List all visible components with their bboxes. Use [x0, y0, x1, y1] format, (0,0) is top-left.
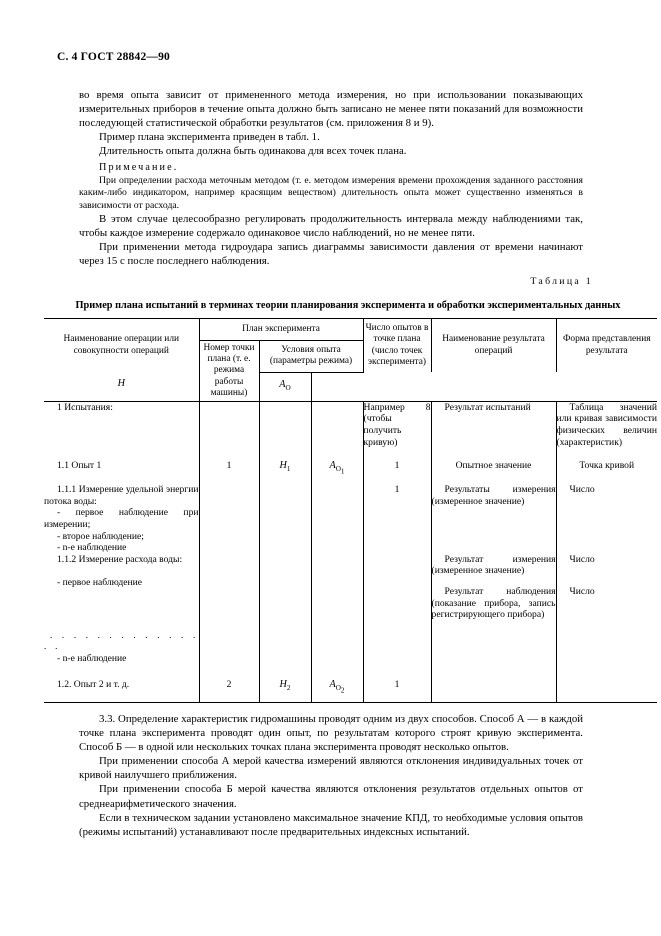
cell-operation — [44, 554, 199, 577]
intro-text-block — [79, 88, 583, 158]
experiment-plan-table — [44, 318, 657, 703]
row5-operation: 1.1.2 Измерение расхода воды: — [57, 553, 183, 565]
row2-a-subscript — [335, 465, 345, 476]
row8-operation: 1.2. Опыт 2 и т. д. — [57, 678, 130, 690]
table-row — [44, 577, 657, 621]
row6-result-form: Число — [569, 586, 595, 598]
table-row — [44, 448, 657, 478]
page-running-head: С. 4 ГОСТ 28842—90 — [57, 51, 170, 63]
cell-a — [311, 478, 363, 507]
row8-count: 1 — [394, 678, 400, 690]
table-row — [44, 507, 657, 553]
cell-h — [259, 507, 311, 553]
cell-result-form — [556, 665, 657, 703]
cell-a — [311, 507, 363, 553]
cell-a — [311, 401, 363, 448]
header-result-name: Наименование результата операций — [431, 319, 556, 373]
row3-operation: 1.1.1 Измерение удельной энергии потока воды: — [44, 484, 199, 507]
cell-count — [363, 554, 431, 577]
note-block — [79, 161, 583, 212]
cell-operation — [44, 577, 199, 621]
cell-result-form — [556, 577, 657, 621]
row5-result-name: Результат измерения (измеренное значение) — [431, 553, 556, 577]
table-head — [44, 319, 657, 402]
row4-line-3: - n-е наблюдение — [57, 542, 127, 554]
header-point-number: Номер точки плана (т. е. режима работы машины) — [199, 341, 259, 402]
cell-count — [363, 448, 431, 478]
row3-result-form: Число — [569, 484, 595, 496]
row8-a-sub-index: 2 — [340, 686, 345, 695]
cell-h — [259, 401, 311, 448]
experiment-plan-table-wrapper — [44, 318, 657, 703]
cell-a — [311, 577, 363, 621]
row1-count: Например 8 (чтобы получить кривую) — [363, 401, 431, 448]
cell-point-number — [199, 621, 259, 665]
row8-point-number: 2 — [226, 678, 232, 690]
intro-paragraph-3: Длительность опыта должна быть одинакова для всех точек плана. — [99, 145, 407, 158]
table-row — [44, 554, 657, 577]
cell-operation — [44, 507, 199, 553]
header-group-experiment-plan: План эксперимента — [199, 319, 363, 341]
symbol-a-subscript: O — [285, 383, 291, 392]
cell-count — [363, 665, 431, 703]
row4-line-2: - второе наблюдение; — [57, 530, 144, 542]
row2-result-name: Опытное значение — [455, 460, 532, 472]
cell-count — [363, 621, 431, 665]
row1-operation: 1 Испытания: — [57, 401, 113, 413]
header-symbol-h — [44, 372, 199, 401]
table-head-symbol-row — [44, 372, 657, 401]
cell-h — [259, 665, 311, 703]
row2-result-form: Точка кривой — [579, 460, 635, 472]
row2-count: 1 — [394, 460, 400, 472]
bottom-paragraph-1: 3.3. Определение характеристик гидромашины проводят одним из двух способов. Способ А — в каждой точке плана эксперимента проводят один опыт, по результатам которого строят кривую эксперимента. Способ Б — в одной или нескольких точках плана эксперимента проводят несколько опытов. — [79, 713, 583, 754]
row2-a-base: A — [329, 460, 336, 472]
table-row — [44, 665, 657, 703]
row8-a-sub-o: O — [335, 683, 341, 692]
cell-a — [311, 448, 363, 478]
row8-h-subscript: 2 — [286, 683, 291, 692]
cell-h — [259, 448, 311, 478]
cell-a — [311, 554, 363, 577]
cell-result-name — [431, 554, 556, 577]
cell-point-number — [199, 448, 259, 478]
table-number-label: Таблица 1 — [530, 276, 593, 287]
cell-operation — [44, 448, 199, 478]
row2-point-number: 1 — [226, 460, 232, 472]
cell-result-name — [431, 665, 556, 703]
row2-operation: 1.1 Опыт 1 — [57, 460, 102, 472]
table-row — [44, 478, 657, 507]
cell-point-number — [199, 401, 259, 448]
cell-operation — [44, 665, 199, 703]
bottom-text-block — [79, 712, 583, 839]
cell-result-name — [431, 478, 556, 507]
cell-count — [363, 401, 431, 448]
cell-result-name — [431, 621, 556, 665]
cell-h — [259, 621, 311, 665]
bottom-paragraph-4: Если в техническом задании установлено максимальное значение КПД, то необходимые условия опытов (режимы испытаний) устанавливают после предварительных индексных испытаний. — [79, 811, 583, 838]
table-row — [44, 401, 657, 448]
cell-count — [363, 478, 431, 507]
header-result-form: Форма представления результата — [556, 319, 657, 373]
middle-paragraph-2: При применении метода гидроудара запись диаграммы зависимости давления от времени начинают через 15 с после последнего наблюдения. — [79, 241, 583, 268]
row7-dot-leader: . . . . . . . . . . . . . . . — [44, 629, 199, 652]
cell-point-number — [199, 577, 259, 621]
row2-a-sub-index: 1 — [340, 467, 345, 476]
note-text: При определении расхода меточным методом (т. е. методом измерения времени прохождения заданного расстояния каким-либо индикатором, например красящим веществом) длительность опыта может существенно изменяться в зависимости от расхода. — [79, 174, 583, 211]
table-caption: Пример плана испытаний в терминах теории планирования эксперимента и обработки экспериментальных данных — [75, 300, 621, 311]
row7-line-1: - n-е наблюдение — [57, 653, 127, 664]
row2-h-subscript: 1 — [286, 465, 291, 474]
cell-result-form — [556, 621, 657, 665]
cell-result-name — [431, 401, 556, 448]
header-symbol-a-o — [259, 372, 311, 401]
bottom-paragraph-3: При применении способа Б мерой качества являются отклонения результатов отдельных опытов от среднеарифметического значения. — [79, 783, 583, 810]
cell-result-form — [556, 401, 657, 448]
row3-result-name: Результаты измерения (измеренное значение) — [431, 484, 556, 507]
cell-count — [363, 577, 431, 621]
intro-paragraph-1: во время опыта зависит от примененного метода измерения, но при использовании показывающих измерительных приборов в течение опыта должно быть записано не менее пяти показаний для возможности последующей статистической обработки результатов (см. приложения 8 и 9). — [79, 89, 583, 130]
header-operation-name: Наименование операции или совокупности операций — [44, 319, 199, 373]
cell-result-name — [431, 507, 556, 553]
cell-point-number — [199, 665, 259, 703]
row1-result-form: Таблица значений или кривая зависимости физических величин (характеристик) — [556, 401, 658, 448]
cell-result-name — [431, 448, 556, 478]
cell-h — [259, 478, 311, 507]
row6-line-1: - первое наблюдение — [57, 577, 142, 589]
cell-h — [259, 554, 311, 577]
bottom-paragraph-2: При применении способа А мерой качества измерений являются отклонения индивидуальных точек от кривой наилучшего приближения. — [79, 755, 583, 782]
row8-a-base: A — [329, 678, 336, 690]
cell-result-form — [556, 448, 657, 478]
row4-line-1: - первое наблюдение при измерении; — [44, 507, 199, 531]
cell-a — [311, 621, 363, 665]
cell-point-number — [199, 507, 259, 553]
cell-h — [259, 577, 311, 621]
row1-result-name: Результат испытаний — [444, 401, 531, 413]
table-row — [44, 621, 657, 665]
symbol-a-base: A — [279, 378, 286, 390]
row8-a-subscript — [335, 683, 345, 695]
cell-result-form — [556, 554, 657, 577]
cell-result-name — [431, 577, 556, 621]
table-head-group-row — [44, 319, 657, 341]
middle-paragraph-1: В этом случае целесообразно регулировать продолжительность интервала между наблюдениями так, чтобы каждое измерение содержало одинаковое число наблюдений, но не менее пяти. — [79, 213, 583, 240]
header-experiment-count: Число опытов в точке плана (число точек эксперимента) — [363, 319, 431, 373]
row3-count: 1 — [394, 484, 400, 496]
row8-h-base: H — [279, 678, 287, 690]
cell-count — [363, 507, 431, 553]
middle-text-block — [79, 212, 583, 268]
intro-paragraph-2: Пример плана эксперимента приведен в табл. 1. — [99, 131, 320, 144]
cell-operation — [44, 478, 199, 507]
cell-a — [311, 665, 363, 703]
row2-h-base: H — [279, 460, 287, 472]
row2-a-sub-o: O — [335, 465, 341, 474]
note-heading: Примечание. — [99, 162, 179, 173]
header-group-conditions: Условия опыта (параметры режима) — [259, 341, 363, 372]
cell-operation — [44, 401, 199, 448]
row5-result-form: Число — [569, 553, 595, 565]
row6-result-name: Результат наблюдения (показание прибора, запись регистрирующего прибора) — [431, 586, 556, 621]
cell-result-form — [556, 478, 657, 507]
cell-point-number — [199, 478, 259, 507]
cell-operation — [44, 621, 199, 665]
cell-result-form — [556, 507, 657, 553]
cell-point-number — [199, 554, 259, 577]
table-body — [44, 401, 657, 702]
symbol-h-base: H — [117, 378, 125, 390]
